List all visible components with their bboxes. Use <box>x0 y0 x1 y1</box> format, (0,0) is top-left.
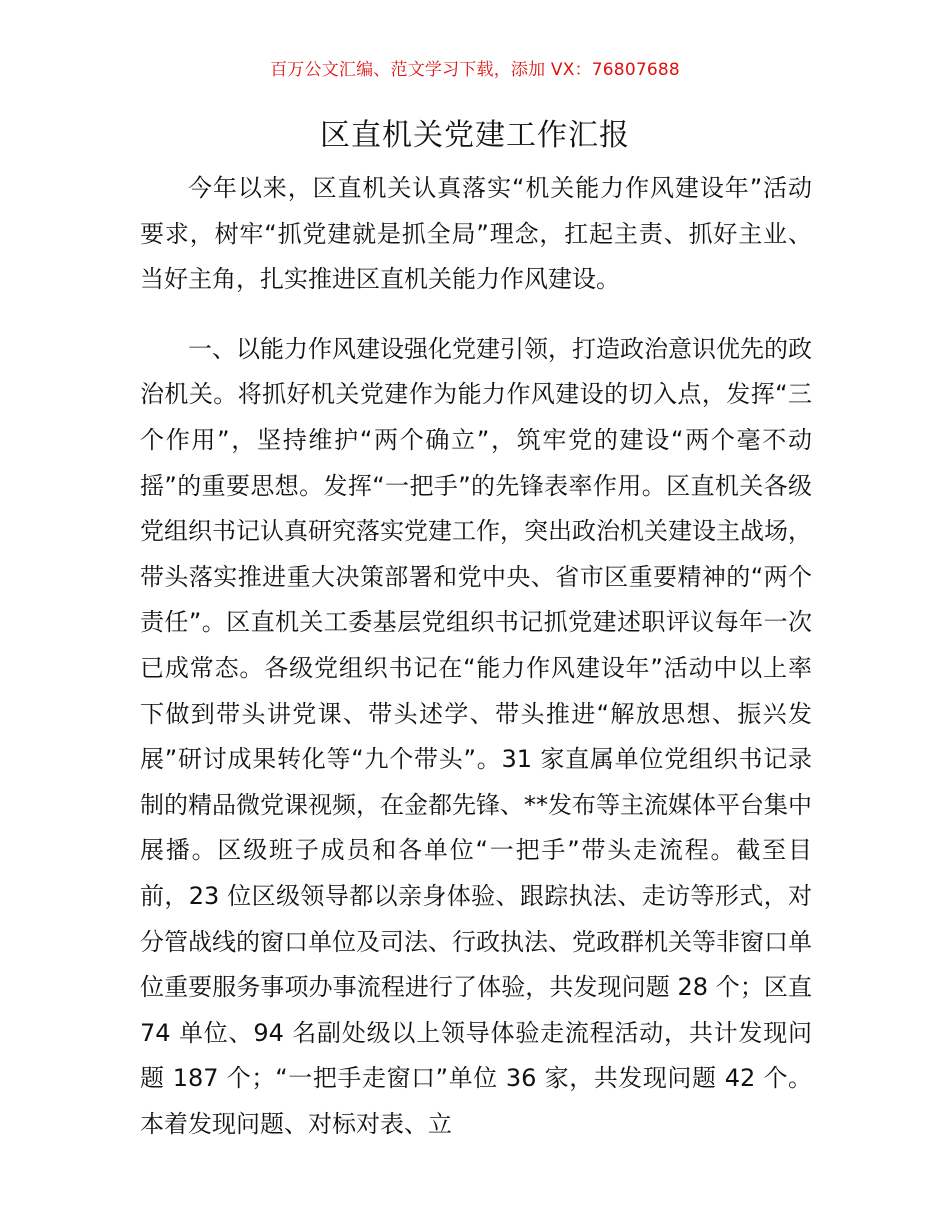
header-banner: 百万公文汇编、范文学习下载，添加 VX：76807688 <box>270 60 680 80</box>
paragraph-intro: 今年以来，区直机关认真落实“机关能力作风建设年”活动要求，树牢“抓党建就是抓全局”理念，扛起主责、抓好主业、当好主角，扎实推进区直机关能力作风建设。 <box>140 174 812 294</box>
document-body <box>140 166 812 1147</box>
paragraph-section-one: 一、以能力作风建设强化党建引领，打造政治意识优先的政治机关。将抓好机关党建作为能力作风建设的切入点，发挥“三个作用”，坚持维护“两个确立”，筑牢党的建设“两个毫不动摇”的重要思想。发挥“一把手”的先锋表率作用。区直机关各级党组织书记认真研究落实党建工作，突出政治机关建设主战场，带头落实推进重大决策部署和党中央、省市区重要精神的“两个责任”。区直机关工委基层党组织书记抓党建述职评议每年一次已成常态。各级党组织书记在“能力作风建设年”活动中以上率下做到带头讲党课、带头述学、带头推进“解放思想、振兴发展”研讨成果转化等“九个带头”。31 家直属单位党组织书记录制的精品微党课视频，在金都先锋、**发布等主流媒体平台集中展播。区级班子成员和各单位“一把手”带头走流程。截至目前，23 位区级领导都以亲身体验、跟踪执法、走访等形式，对分管战线的窗口单位及司法、行政执法、党政群机关等非窗口单位重要服务事项办事流程进行了体验，共发现问题 28 个；区直 74 单位、94 名副处级以上领导体验走流程活动，共计发现问题 187 个；“一把手走窗口”单位 36 家，共发现问题 42 个。本着发现问题、对标对表、立 <box>140 334 812 1138</box>
document-title: 区直机关党建工作汇报 <box>320 118 630 153</box>
paragraph-spacer <box>140 303 812 327</box>
